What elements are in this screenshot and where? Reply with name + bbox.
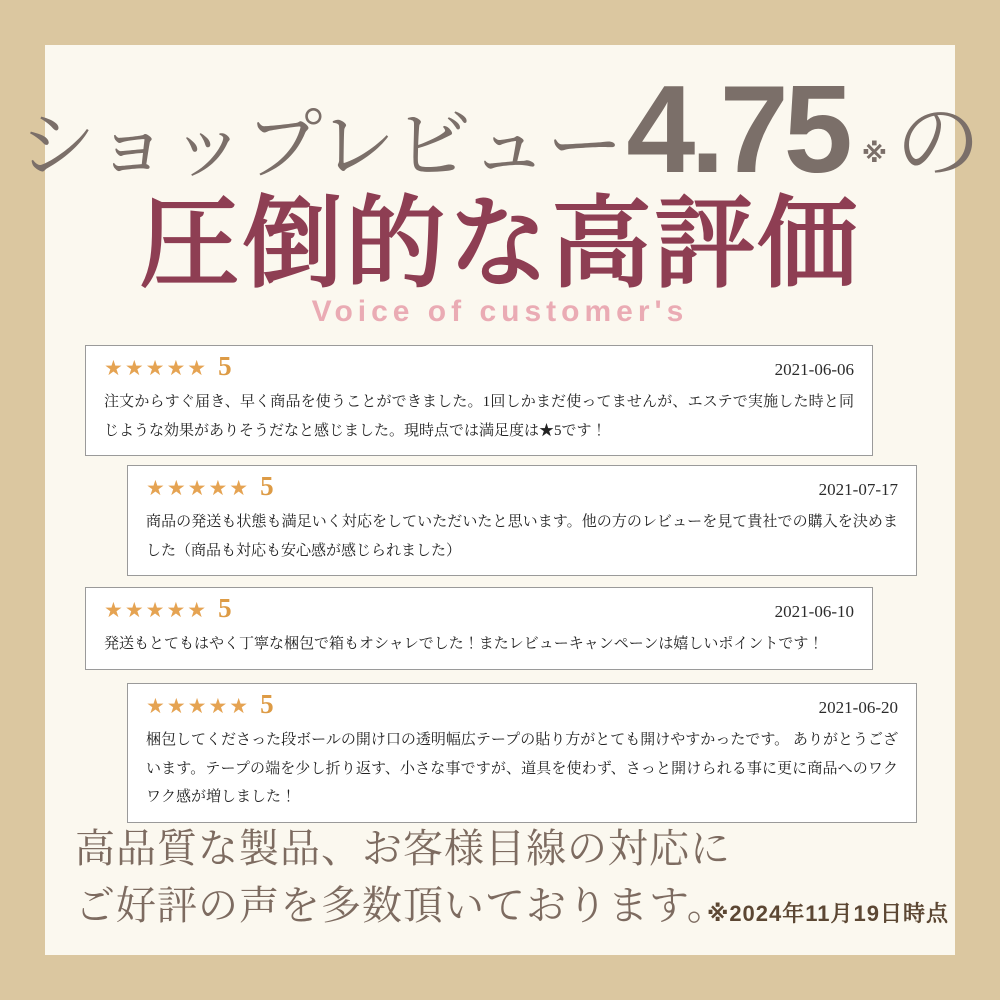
review-card [85,587,873,670]
review-date: 2021-07-17 [818,480,898,499]
review-text: 梱包してくださった段ボールの開け口の透明幅広テープの貼り方がとても開けやすかったです。 ありがとうございます。テープの端を少し折り返す、小さな事ですが、道具を使わず、さっと開けられる事に更に商品へのワクワク感が増しました！ [146,732,898,805]
review-text: 発送もとてもはやく丁寧な梱包で箱もオシャレでした！またレビューキャンペーンは嬉しいポイントです！ [104,636,824,652]
footer-message [75,821,731,935]
rating-value: 5 [218,593,232,623]
review-card-header [146,690,898,722]
footer-message-line2: ご好評の声を多数頂いております。 [75,883,728,928]
reference-mark: ※ [861,138,888,168]
rating-value: 5 [218,351,232,381]
review-card [127,683,917,823]
review-date: 2021-06-06 [774,360,854,379]
as-of-date-note: ※2024年11月19日時点 [706,901,949,926]
footer-message-line1: 高品質な製品、お客様目線の対応に [75,827,731,871]
review-text: 注文からすぐ届き、早く商品を使うことができました。1回しかまだ使ってませんが、エステで実施した時と同じような効果がありそうだなと感じました。現時点では満足度は★5です！ [104,394,854,439]
rating-value: 5 [260,471,274,501]
content-area [19,45,982,955]
star-rating-icon: ★★★★★ [104,357,209,380]
rating-value: 5 [260,689,274,719]
subtitle-high-rating: 圧倒的な高評価 [139,189,861,300]
star-rating-icon: ★★★★★ [104,599,209,622]
review-card-header [104,594,854,626]
review-date: 2021-06-20 [818,698,898,717]
review-score: 4.75 [626,61,848,199]
shop-review-label: ショップレビュー [19,103,623,189]
review-card [127,465,917,576]
voice-of-customers-tagline: Voice of customer's [311,295,689,328]
star-rating-icon: ★★★★★ [146,477,251,500]
review-card [85,345,873,456]
review-text: 商品の発送も状態も満足いく対応をしていただいたと思います。他の方のレビューを見て貴社での購入を決めました（商品も対応も安心感が感じられました） [146,514,898,559]
review-card-header [146,472,898,504]
review-date: 2021-06-10 [774,602,854,621]
review-card-header [104,352,854,384]
title-suffix: の [895,95,982,191]
star-rating-icon: ★★★★★ [146,695,251,718]
